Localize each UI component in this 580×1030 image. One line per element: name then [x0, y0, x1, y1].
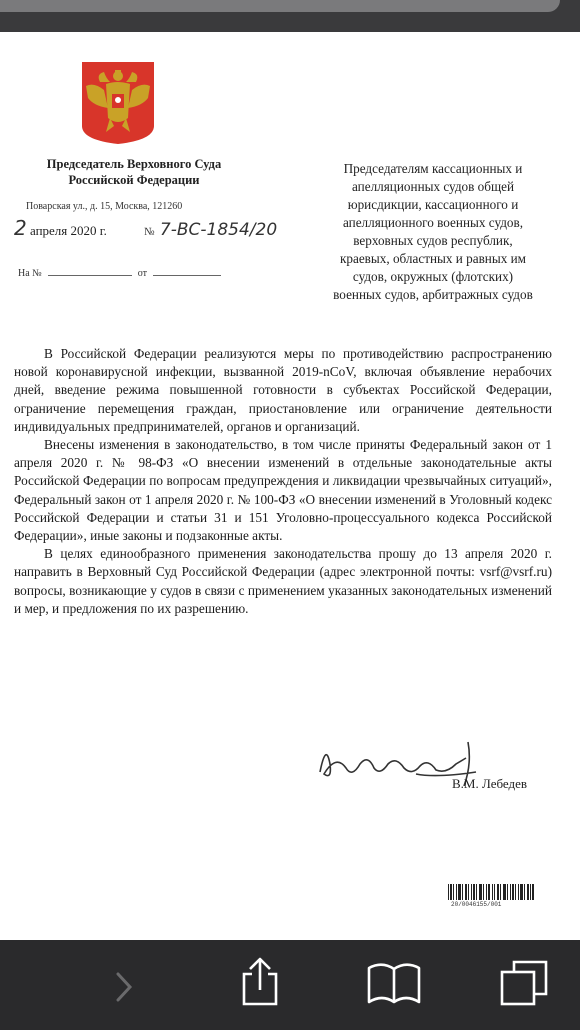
date-printed: апреля 2020 г.	[29, 223, 107, 238]
sender-line-2: Российской Федерации	[68, 173, 200, 187]
reg-number-handwritten: 7-ВС-1854/20	[159, 220, 278, 240]
signer-name: В.М. Лебедев	[452, 776, 528, 791]
body-paragraph: Внесены изменения в законодательство, в том числе приняты Федеральный закон от 1 апреля 2020 г. № 98-ФЗ «О внесении изменений в отдельные законодательные акты Российской Федерации по вопросам предупреждения и ликвидации чрезвычайных ситуаций», Федеральный закон от 1 апреля 2020 г. № 100-ФЗ «О внесении изменений в Уголовный кодекс Российской Федерации и статьи 31 и 151 Уголовно-процессуального кодекса Российской Федерации», иные законы и подзаконные акты.	[14, 437, 552, 544]
address-bar[interactable]	[0, 0, 560, 12]
sender-title	[14, 156, 254, 188]
recipient-line: судов, окружных (флотских)	[352, 269, 514, 284]
date-handwritten-day: 2	[14, 216, 27, 240]
recipient-line: верховных судов республик,	[353, 233, 513, 248]
ref-blank-no	[48, 275, 132, 276]
share-icon[interactable]	[238, 956, 282, 1008]
body-paragraph: В целях единообразного применения законодательства прошу до 13 апреля 2020 г. направить в Верховный Суд Российской Федерации (адрес электронной почты: vsrf@vsrf.ru) вопросы, возникающие у судов в связи с применением указанных законодательных изменений и мер, и предложения по их разрешению.	[14, 546, 552, 616]
recipient-line: апелляционного военных судов,	[342, 215, 524, 230]
ref-label-no: На №	[18, 268, 42, 279]
reg-prefix: №	[144, 226, 155, 238]
tabs-icon[interactable]	[498, 958, 552, 1010]
recipient-line: апелляционных судов общей	[351, 179, 515, 194]
ref-label-from: от	[137, 268, 147, 279]
sender-line-1: Председатель Верховного Суда	[46, 157, 222, 171]
letter-date	[14, 216, 107, 240]
recipients-block	[298, 160, 568, 304]
forward-arrow-icon[interactable]	[110, 970, 136, 1004]
body-paragraph: В Российской Федерации реализуются меры по противодействию распространению новой коронавирусной инфекции, вызванной 2019-nCoV, включая объявление нерабочих дней, введение режима повышенной готовности в субъектах Российской Федерации, ограничение перемещения граждан, приостановление или ограничение деятельности индивидуальных предпринимателей, органов и организаций.	[14, 346, 552, 434]
recipient-line: Председателям кассационных и	[343, 161, 523, 176]
barcode-number: 20/0046155/001	[451, 901, 502, 908]
barcode	[448, 884, 534, 900]
registration-number	[144, 220, 277, 240]
bookmarks-icon[interactable]	[366, 962, 422, 1006]
recipient-line: юрисдикции, кассационного и	[347, 197, 519, 212]
recipient-line: краевых, областных и равных им	[339, 251, 527, 266]
coat-of-arms-icon	[80, 60, 156, 146]
sender-address: Поварская ул., д. 15, Москва, 121260	[26, 201, 183, 212]
document-page	[0, 32, 580, 940]
ref-blank-from	[153, 275, 221, 276]
browser-toolbar	[0, 940, 580, 1030]
letter-body	[14, 345, 552, 618]
browser-top-bar	[0, 0, 580, 32]
recipient-line: военных судов, арбитражных судов	[333, 287, 533, 302]
reference-line	[18, 268, 221, 279]
